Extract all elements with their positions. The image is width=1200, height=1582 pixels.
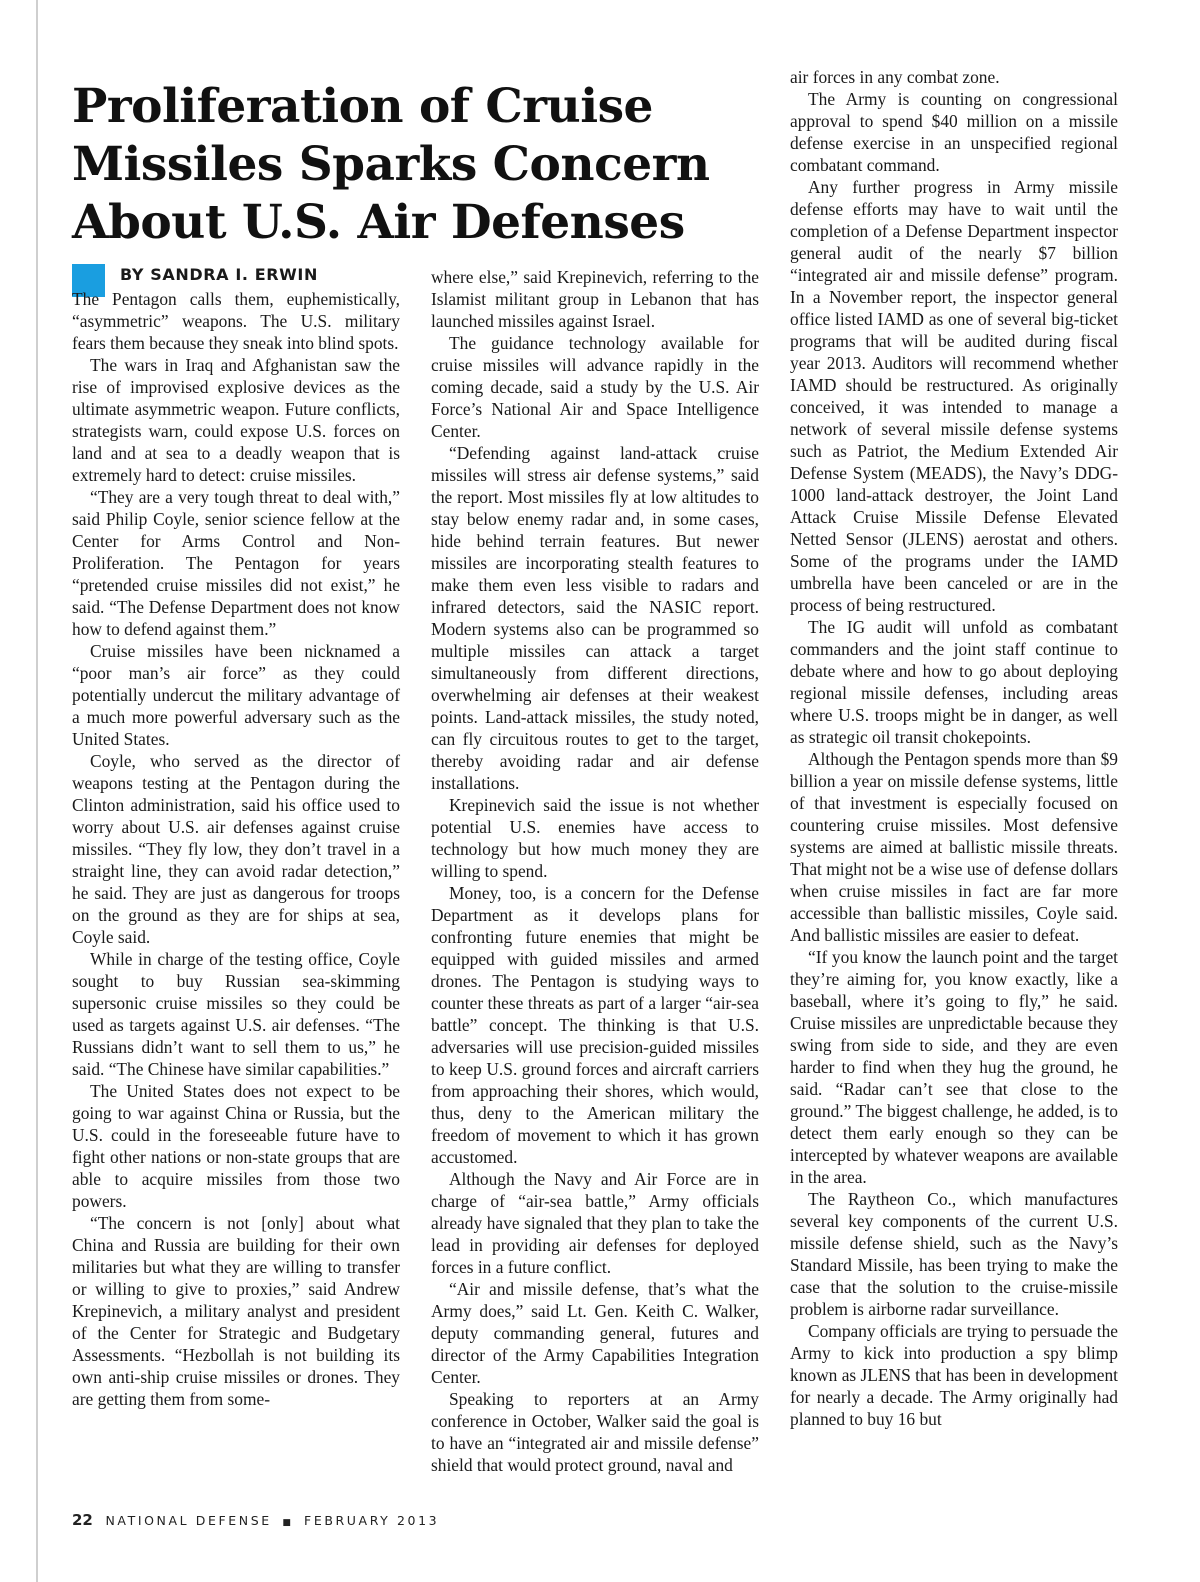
byline bbox=[72, 264, 400, 290]
paragraph: The IG audit will unfold as combatant commanders and the joint staff continue to debate where and how to go about deploying regional missile defenses, including areas where U.S. troops might be in danger, as well as strategic oil transit chokepoints. bbox=[790, 617, 1118, 747]
paragraph: While in charge of the testing office, Coyle sought to buy Russian sea-skimming supersonic cruise missiles so they could be used as targets against U.S. air defenses. “The Russians didn’t want to sell them to us,” he said. “The Chinese have similar capabilities.” bbox=[72, 949, 400, 1079]
paragraph: The United States does not expect to be going to war against China or Russia, but the U.S. could in the foreseeable future have to fight other nations or non-state groups that are able to acquire missiles from those two powers. bbox=[72, 1081, 400, 1211]
page-footer bbox=[72, 1511, 439, 1529]
article-column-3 bbox=[790, 66, 1118, 1430]
article-column-1 bbox=[72, 288, 400, 1410]
footer-separator: ■ bbox=[282, 1518, 294, 1528]
issue-date: FEBRUARY 2013 bbox=[304, 1513, 440, 1528]
paragraph: The Raytheon Co., which manufactures several key components of the current U.S. missile defense shield, such as the Navy’s Standard Missile, has been trying to make the case that the solution to the cruise-missile problem is airborne radar surveillance. bbox=[790, 1189, 1118, 1319]
paragraph: “The concern is not [only] about what China and Russia are building for their own militaries but what they are willing to transfer or willing to give to proxies,” said Andrew Krepinevich, a military analyst and president of the Center for Strategic and Budgetary Assessments. “Hezbollah is not building its own anti-ship cruise missiles or drones. They are getting them from some- bbox=[72, 1213, 400, 1409]
paragraph: Krepinevich said the issue is not whether potential U.S. enemies have access to technology but how much money they are willing to spend. bbox=[431, 795, 759, 881]
article-headline bbox=[72, 78, 710, 252]
paragraph: Any further progress in Army missile defense efforts may have to wait until the completion of a Defense Department inspector general audit of the nearly $7 billion “integrated air and missile defense” program. In a November report, the inspector general office listed IAMD as one of several big-ticket programs that will be audited during fiscal year 2013. Auditors will recommend whether IAMD should be restructured. As originally conceived, it was intended to manage a network of several missile defense systems such as Patriot, the Medium Extended Air Defense System (MEADS), the Navy’s DDG-1000 land-attack destroyer, the Joint Land Attack Cruise Missile Defense Elevated Netted Sensor (JLENS) aerostat and others. Some of the programs under the IAMD umbrella have been canceled or are in the process of being restructured. bbox=[790, 177, 1118, 615]
author-byline: BY SANDRA I. ERWIN bbox=[120, 265, 318, 284]
paragraph: Although the Pentagon spends more than $9 billion a year on missile defense systems, little of that investment is especially focused on countering cruise missiles. Most defensive systems are aimed at ballistic missile threats. That might not be a wise use of defense dollars when cruise missiles in fact are far more accessible than ballistic missiles, Coyle said. And ballistic missiles are easier to defeat. bbox=[790, 749, 1118, 945]
publication-name: NATIONAL DEFENSE bbox=[105, 1513, 272, 1528]
paragraph: air forces in any combat zone. bbox=[790, 67, 1000, 87]
paragraph: The wars in Iraq and Afghanistan saw the rise of improvised explosive devices as the ultimate asymmetric weapon. Future conflicts, strategists warn, could expose U.S. forces on land and at sea to a deadly weapon that is extremely hard to detect: cruise missiles. bbox=[72, 355, 400, 485]
paragraph: Coyle, who served as the director of weapons testing at the Pentagon during the Clinton administration, said his office used to worry about U.S. air defenses against cruise missiles. “They fly low, they don’t travel in a straight line, they can avoid radar detection,” he said. They are just as dangerous for troops on the ground as they are for ships at sea, Coyle said. bbox=[72, 751, 400, 947]
paragraph: Company officials are trying to persuade the Army to kick into production a spy blimp known as JLENS that has been in development for nearly a decade. The Army originally had planned to buy 16 but bbox=[790, 1321, 1118, 1429]
paragraph: Money, too, is a concern for the Defense Department as it develops plans for confronting future enemies that might be equipped with guided missiles and armed drones. The Pentagon is studying ways to counter these threats as part of a larger “air-sea battle” concept. The thinking is that U.S. adversaries will use precision-guided missiles to keep U.S. ground forces and aircraft carriers from approaching their shores, which would, thus, deny to the American military the freedom of movement to which it has grown accustomed. bbox=[431, 883, 759, 1167]
paragraph: The Pentagon calls them, euphemistically, “asymmetric” weapons. The U.S. military fears them because they sneak into blind spots. bbox=[72, 289, 400, 353]
paragraph: The Army is counting on congressional approval to spend $40 million on a missile defense exercise in an unspecified regional combatant command. bbox=[790, 89, 1118, 175]
page-margin-rule bbox=[36, 0, 38, 1582]
paragraph: “If you know the launch point and the target they’re aiming for, you know exactly, like a baseball, where it’s going to fly,” he said. Cruise missiles are unpredictable because they swing from side to side, and they are even harder to find when they hug the ground, he said. “Radar can’t see that close to the ground.” The biggest challenge, he added, is to detect them early enough so they can be intercepted by whatever weapons are available in the area. bbox=[790, 947, 1118, 1187]
article-column-2 bbox=[431, 266, 759, 1476]
paragraph: “Air and missile defense, that’s what the Army does,” said Lt. Gen. Keith C. Walker, deputy commanding general, futures and director of the Army Capabilities Integration Center. bbox=[431, 1279, 759, 1387]
paragraph: Speaking to reporters at an Army conference in October, Walker said the goal is to have an “integrated air and missile defense” shield that would protect ground, naval and bbox=[431, 1389, 759, 1475]
page-number: 22 bbox=[72, 1511, 93, 1529]
paragraph: Although the Navy and Air Force are in charge of “air-sea battle,” Army officials already have signaled that they plan to take the lead in providing air defenses for deployed forces in a future conflict. bbox=[431, 1169, 759, 1277]
paragraph: “Defending against land-attack cruise missiles will stress air defense systems,” said the report. Most missiles fly at low altitudes to stay below enemy radar and, in some cases, hide behind terrain features. But newer missiles are incorporating stealth features to make them even less visible to radars and infrared detectors, said the NASIC report. Modern systems also can be programmed so multiple missiles can attack a target simultaneously from different directions, overwhelming air defenses at their weakest points. Land-attack missiles, the study noted, can fly circuitous routes to get to the target, thereby avoiding radar and air defense installations. bbox=[431, 443, 759, 793]
headline-line: About U.S. Air Defenses bbox=[72, 195, 685, 250]
paragraph: where else,” said Krepinevich, referring to the Islamist militant group in Lebanon that has launched missiles against Israel. bbox=[431, 267, 759, 331]
headline-line: Missiles Sparks Concern bbox=[72, 137, 710, 192]
headline-line: Proliferation of Cruise bbox=[72, 79, 653, 134]
paragraph: “They are a very tough threat to deal with,” said Philip Coyle, senior science fellow at the Center for Arms Control and Non-Proliferation. The Pentagon for years “pretended cruise missiles did not exist,” he said. “The Defense Department does not know how to defend against them.” bbox=[72, 487, 400, 639]
paragraph: The guidance technology available for cruise missiles will advance rapidly in the coming decade, said a study by the U.S. Air Force’s National Air and Space Intelligence Center. bbox=[431, 333, 759, 441]
paragraph: Cruise missiles have been nicknamed a “poor man’s air force” as they could potentially undercut the military advantage of a much more powerful adversary such as the United States. bbox=[72, 641, 400, 749]
